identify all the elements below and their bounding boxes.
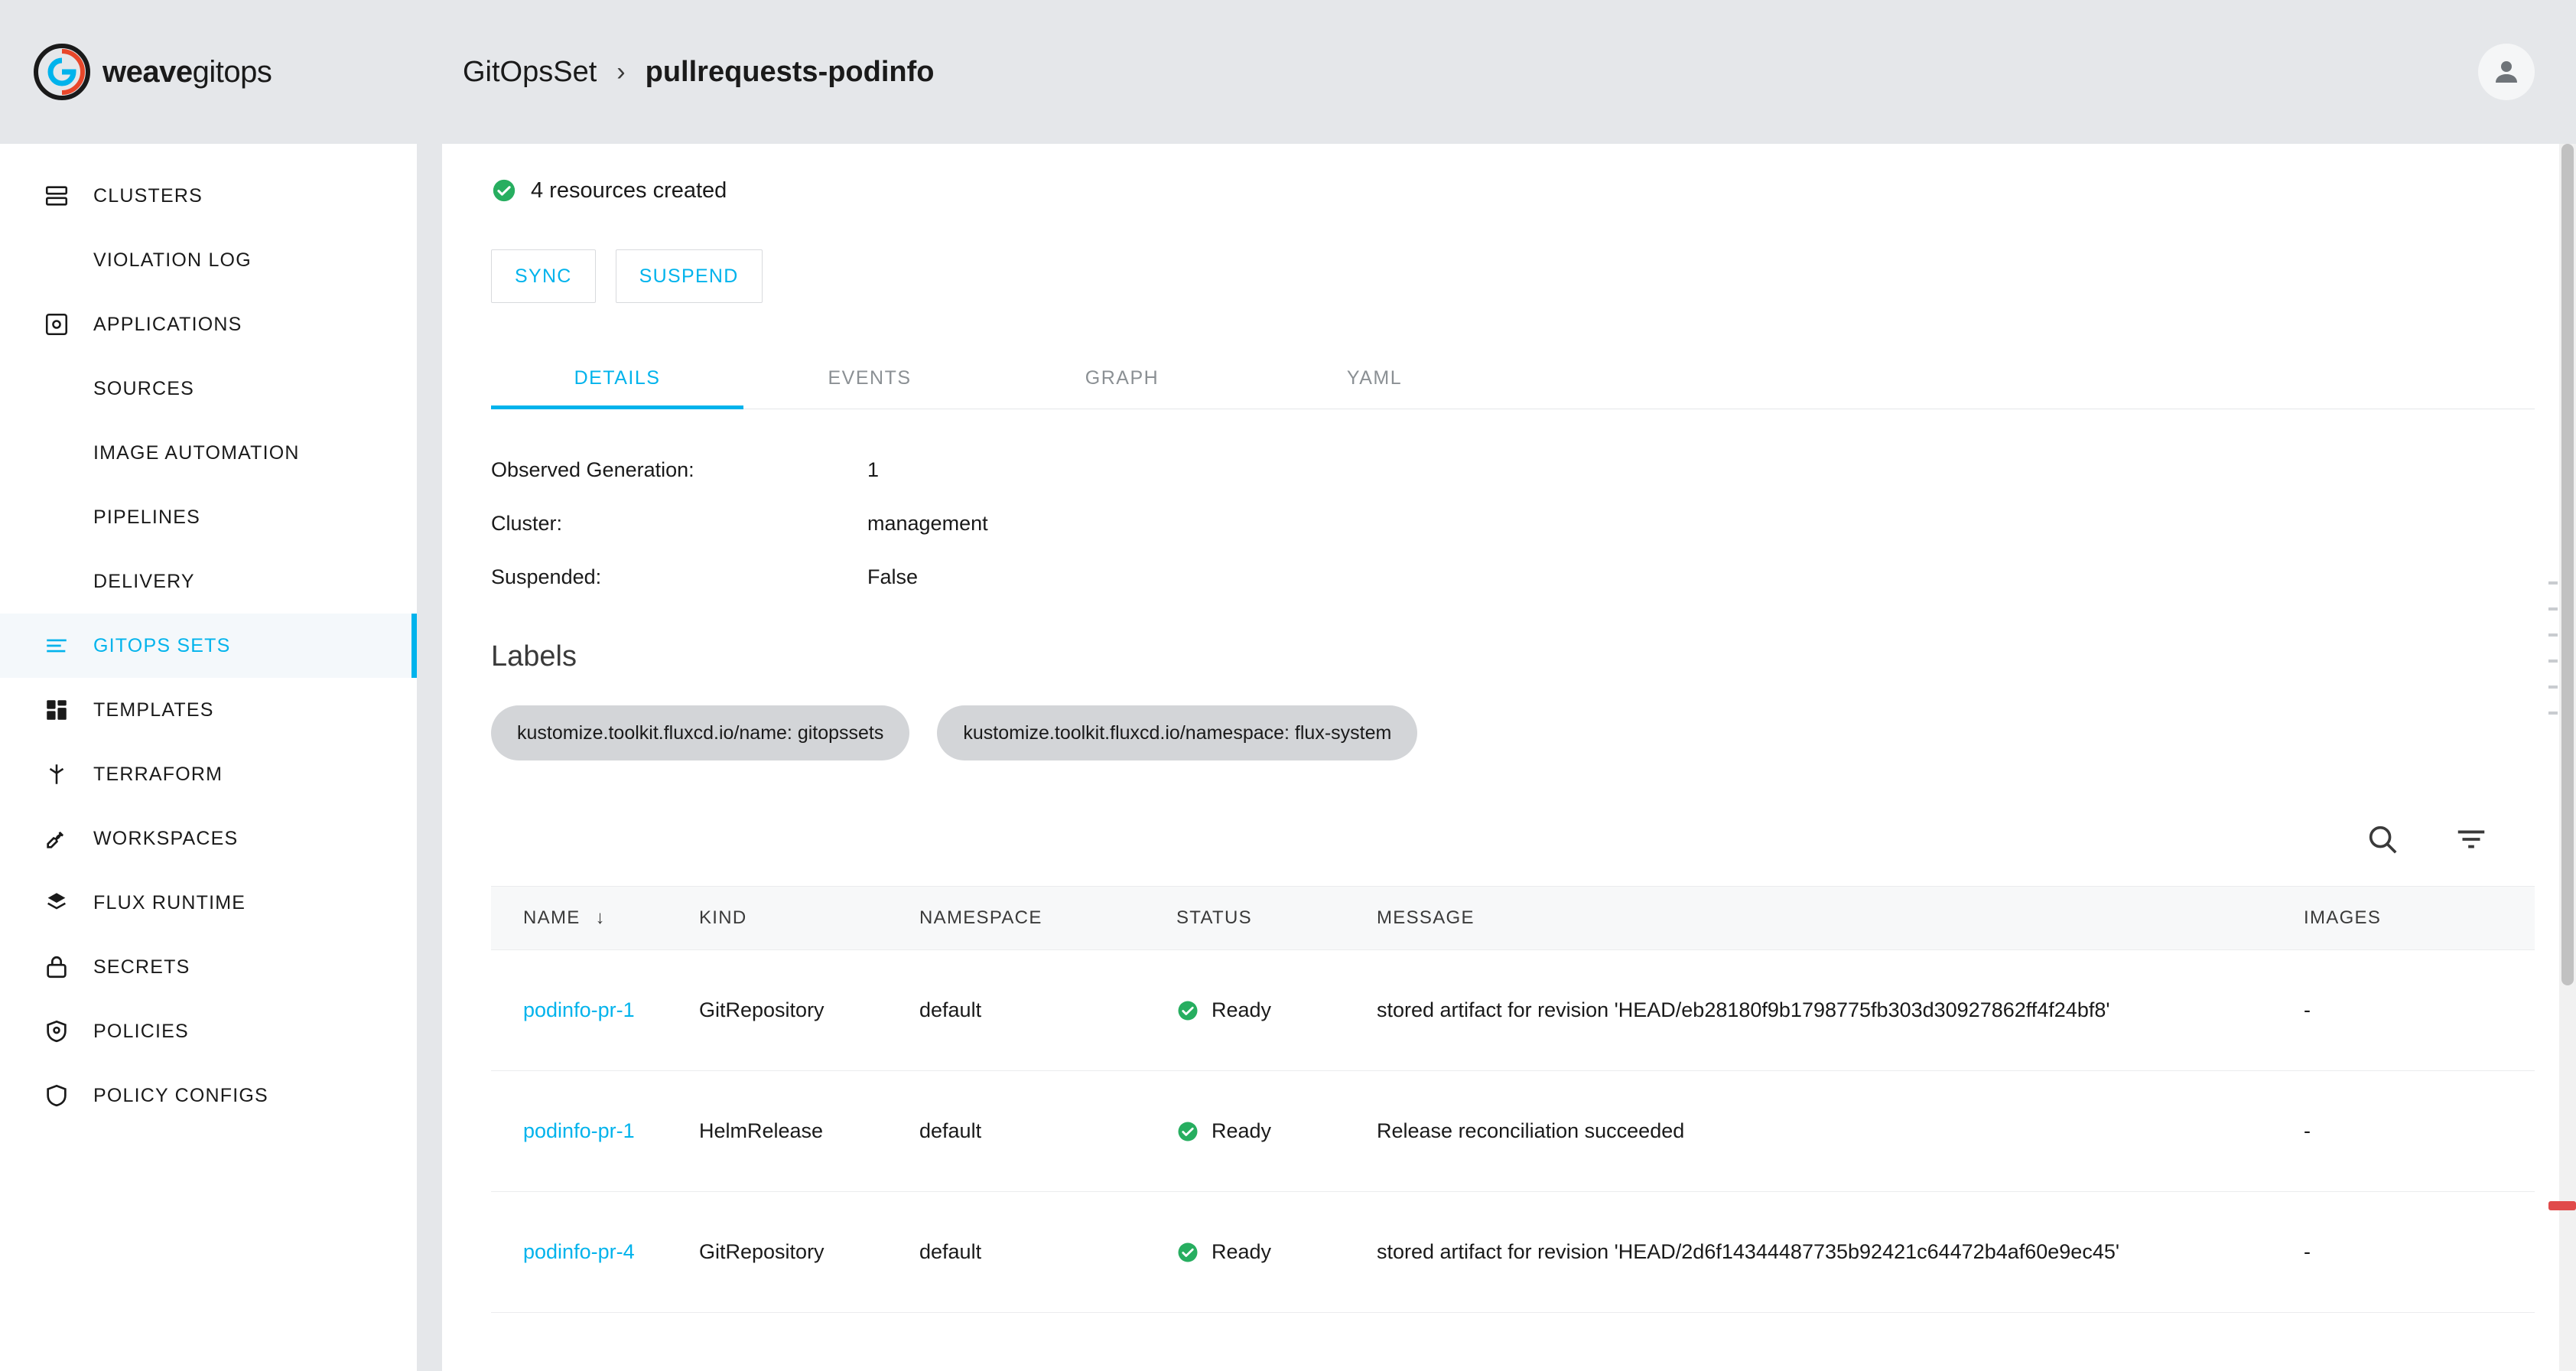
sidebar-item-templates[interactable] (0, 678, 417, 742)
workspaces-icon (40, 822, 73, 855)
sidebar-item-label: PIPELINES (93, 506, 201, 528)
notification-marker (2548, 1201, 2576, 1210)
sidebar-item-applications[interactable] (0, 292, 417, 357)
cell-message: stored artifact for revision 'HEAD/eb28180f9b1798775fb303d30927862ff4f24bf8' (1377, 998, 2110, 1021)
sidebar-item-label: DELIVERY (93, 570, 195, 592)
suspend-button[interactable]: SUSPEND (616, 249, 763, 303)
sidebar-item-label: TERRAFORM (93, 763, 223, 785)
sidebar (0, 144, 417, 1371)
detail-value: management (867, 511, 988, 535)
cell-images: - (2304, 1240, 2311, 1263)
sidebar-item-image-automation[interactable] (0, 421, 417, 485)
label-chip: kustomize.toolkit.fluxcd.io/namespace: flux-system (937, 705, 1417, 760)
detail-key: Observed Generation: (491, 458, 694, 481)
weave-gitops-logo-icon (34, 44, 90, 100)
sidebar-item-label: CLUSTERS (93, 184, 203, 207)
detail-row (491, 550, 2576, 604)
resource-status (491, 177, 2576, 204)
sidebar-item-label: FLUX RUNTIME (93, 891, 246, 913)
detail-key: Suspended: (491, 565, 602, 588)
scrollbar-thumb[interactable] (2561, 144, 2574, 985)
sidebar-item-clusters[interactable] (0, 164, 417, 228)
tab-events[interactable]: EVENTS (828, 366, 912, 389)
resource-status-text: 4 resources created (531, 177, 727, 203)
logo-gitops: gitops (192, 54, 272, 89)
column-header-name[interactable] (491, 907, 699, 929)
sidebar-item-policies[interactable] (0, 999, 417, 1063)
sidebar-nav (0, 164, 417, 1128)
tab-graph[interactable]: GRAPH (1085, 366, 1160, 389)
label-chip: kustomize.toolkit.fluxcd.io/name: gitopssets (491, 705, 909, 760)
sidebar-item-sources[interactable] (0, 357, 417, 421)
column-header-label: STATUS (1176, 907, 1252, 928)
cell-kind: GitRepository (699, 998, 825, 1021)
success-check-icon (491, 177, 517, 204)
tab-yaml[interactable]: YAML (1346, 366, 1403, 389)
status-label: Ready (1212, 1119, 1272, 1142)
sidebar-item-delivery[interactable] (0, 549, 417, 614)
main-panel (442, 144, 2576, 1371)
sidebar-item-label: WORKSPACES (93, 827, 239, 849)
cell-message: Release reconciliation succeeded (1377, 1119, 1685, 1142)
app-header (0, 0, 2576, 144)
sidebar-item-label: IMAGE AUTOMATION (93, 441, 300, 464)
breadcrumb-chevron-icon: › (616, 57, 626, 86)
status-ready-icon (1176, 1241, 1199, 1264)
status-ready-icon (1176, 999, 1199, 1022)
cell-images: - (2304, 1119, 2311, 1142)
detail-row (491, 497, 2576, 550)
sidebar-item-violation-log[interactable] (0, 228, 417, 292)
user-avatar-button[interactable] (2478, 44, 2535, 100)
sidebar-item-label: APPLICATIONS (93, 313, 242, 335)
breadcrumb-parent[interactable]: GitOpsSet (463, 55, 597, 88)
filter-icon[interactable] (2454, 822, 2489, 857)
cell-images: - (2304, 998, 2311, 1021)
logo-weave: weave (102, 54, 193, 89)
sidebar-item-secrets[interactable] (0, 935, 417, 999)
flux-runtime-icon (40, 886, 73, 920)
logo[interactable] (0, 0, 417, 144)
user-avatar-icon (2491, 57, 2522, 87)
sidebar-item-gitops-sets[interactable] (0, 614, 417, 678)
cell-status (1176, 1119, 1377, 1143)
column-header-images[interactable] (2304, 907, 2472, 929)
sidebar-item-label: TEMPLATES (93, 699, 214, 721)
table-row[interactable] (491, 950, 2535, 1071)
labels-heading: Labels (491, 640, 577, 672)
cell-kind: HelmRelease (699, 1119, 824, 1142)
clusters-icon (40, 179, 73, 213)
column-header-message[interactable] (1377, 907, 2304, 929)
details-list (491, 443, 2576, 604)
sidebar-item-workspaces[interactable] (0, 806, 417, 871)
column-header-namespace[interactable] (919, 907, 1176, 929)
applications-icon (40, 308, 73, 341)
status-label: Ready (1212, 1240, 1272, 1263)
column-header-status[interactable] (1176, 907, 1377, 929)
templates-icon (40, 693, 73, 727)
cell-name[interactable]: podinfo-pr-1 (523, 998, 635, 1021)
sidebar-item-label: SOURCES (93, 377, 195, 399)
sidebar-item-label: GITOPS SETS (93, 634, 231, 656)
sidebar-item-pipelines[interactable] (0, 485, 417, 549)
table-header-row (491, 886, 2535, 950)
tab-bar (491, 347, 2535, 409)
detail-value: 1 (867, 458, 880, 481)
sidebar-item-label: SECRETS (93, 956, 190, 978)
status-ready-icon (1176, 1120, 1199, 1143)
sidebar-item-policy-configs[interactable] (0, 1063, 417, 1128)
breadcrumb (463, 0, 935, 144)
resources-table (491, 886, 2535, 1313)
column-header-label: NAME (523, 907, 581, 928)
secrets-lock-icon (40, 950, 73, 984)
detail-key: Cluster: (491, 511, 563, 535)
sidebar-item-label: VIOLATION LOG (93, 249, 252, 271)
labels-list (491, 705, 2576, 760)
breadcrumb-current: pullrequests-podinfo (645, 55, 935, 88)
column-header-kind[interactable] (699, 907, 919, 929)
cell-status (1176, 998, 1377, 1022)
tab-details[interactable]: DETAILS (491, 347, 743, 409)
column-header-label: IMAGES (2304, 907, 2382, 928)
column-header-label: NAMESPACE (919, 907, 1042, 928)
detail-value: False (867, 565, 919, 588)
action-buttons (491, 249, 2576, 303)
detail-row (491, 443, 2576, 497)
status-label: Ready (1212, 998, 1272, 1021)
cell-namespace: default (919, 1240, 982, 1263)
cell-name[interactable]: podinfo-pr-1 (523, 1119, 635, 1142)
sidebar-item-terraform[interactable] (0, 742, 417, 806)
table-toolbar (491, 822, 2535, 857)
policy-configs-icon (40, 1079, 73, 1112)
cell-namespace: default (919, 998, 982, 1021)
column-header-label: MESSAGE (1377, 907, 1475, 928)
cell-namespace: default (919, 1119, 982, 1142)
cell-name[interactable]: podinfo-pr-4 (523, 1240, 635, 1263)
cell-kind: GitRepository (699, 1240, 825, 1263)
page-scrollbar[interactable] (2559, 144, 2576, 1371)
table-row[interactable] (491, 1071, 2535, 1192)
table-row[interactable] (491, 1192, 2535, 1313)
sync-button[interactable]: SYNC (491, 249, 596, 303)
sidebar-item-label: POLICIES (93, 1020, 189, 1042)
search-icon[interactable] (2365, 822, 2400, 857)
cell-status (1176, 1240, 1377, 1264)
logo-text (102, 55, 272, 90)
column-header-label: KIND (699, 907, 747, 928)
terraform-icon (40, 757, 73, 791)
scroll-markers (2548, 581, 2558, 857)
cell-message: stored artifact for revision 'HEAD/2d6f14344487735b92421c64472b4af60e9ec45' (1377, 1239, 2120, 1263)
sort-desc-icon: ↓ (595, 907, 606, 928)
policies-shield-icon (40, 1014, 73, 1048)
sidebar-item-flux-runtime[interactable] (0, 871, 417, 935)
sidebar-item-label: POLICY CONFIGS (93, 1084, 268, 1106)
gitops-sets-icon (40, 629, 73, 663)
